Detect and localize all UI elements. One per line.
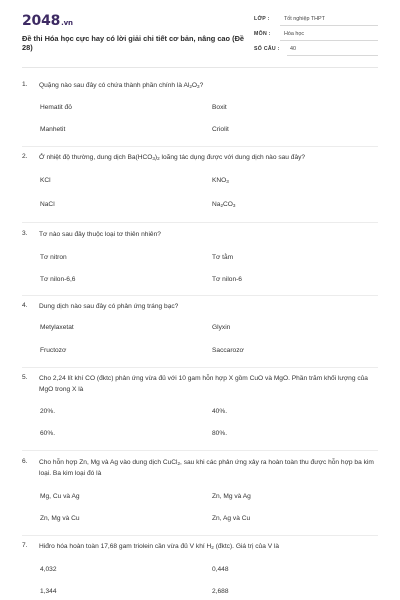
- question-separator: [22, 295, 378, 296]
- question-text: Hiđro hóa hoàn toàn 17,68 gam triolein cần vừa đủ V khí $H_2$ (đktc). Giá trị của V là: [39, 543, 280, 550]
- option-b[interactable]: 0,448: [212, 566, 229, 573]
- option-c[interactable]: 1,344: [40, 588, 57, 595]
- meta-subject: [254, 29, 378, 41]
- question-number: 2.: [22, 153, 28, 160]
- question-text: Quặng nào sau đây có chứa thành phần chính là $Al_2O_3$?: [39, 82, 204, 89]
- option-a[interactable]: Hematit đỏ: [40, 104, 72, 111]
- question-text: Ở nhiệt độ thường, dung dịch $Ba(HCO_3)_2$ loãng tác dụng được với dung dịch nào sau đây?: [39, 154, 306, 161]
- document-header: [0, 0, 400, 70]
- meta-count: [254, 44, 378, 56]
- option-d[interactable]: Tơ nilon-6: [212, 276, 242, 283]
- question-number: 7.: [22, 542, 28, 549]
- question-number: 4.: [22, 302, 28, 309]
- meta-class: [254, 14, 378, 26]
- logo-main: 2048: [22, 13, 61, 29]
- question-separator: [22, 450, 378, 451]
- option-b[interactable]: Tơ tằm: [212, 254, 234, 261]
- option-a[interactable]: Tơ nitron: [40, 254, 67, 261]
- meta-class-value: Tốt nghiệp THPT: [284, 16, 325, 22]
- option-b[interactable]: $KNO_3$: [212, 177, 229, 184]
- option-c[interactable]: Tơ nilon-6,6: [40, 276, 76, 283]
- header-divider: [22, 67, 378, 68]
- meta-class-underline: [280, 25, 378, 26]
- meta-count-label: SỐ CÂU :: [254, 46, 280, 52]
- question-text: Dung dịch nào sau đây có phản ứng tráng bạc?: [39, 303, 179, 310]
- option-c[interactable]: Manhetit: [40, 126, 66, 133]
- option-b[interactable]: Zn, Mg và Ag: [212, 493, 251, 500]
- option-c[interactable]: 60%.: [40, 430, 56, 437]
- option-a[interactable]: Mg, Cu và Ag: [40, 493, 80, 500]
- question-separator: [22, 367, 378, 368]
- meta-count-value: 40: [290, 46, 296, 52]
- question-number: 3.: [22, 230, 28, 237]
- question-number: 6.: [22, 458, 28, 465]
- option-d[interactable]: $Na_2CO_3$: [212, 201, 236, 208]
- question-separator: [22, 535, 378, 536]
- option-a[interactable]: 4,032: [40, 566, 57, 573]
- question-separator: [22, 222, 378, 223]
- meta-count-underline: [287, 55, 378, 56]
- question-text: Tơ nào sau đây thuộc loại tơ thiên nhiên?: [39, 231, 161, 238]
- meta-subject-label: MÔN :: [254, 31, 271, 37]
- option-d[interactable]: 2,688: [212, 588, 229, 595]
- site-logo[interactable]: [22, 13, 73, 29]
- logo-suffix: .vn: [61, 19, 73, 27]
- option-a[interactable]: KCl: [40, 177, 51, 184]
- question-number: 1.: [22, 81, 28, 88]
- option-a[interactable]: Metylaxetat: [40, 324, 74, 331]
- meta-class-label: LỚP :: [254, 16, 270, 22]
- option-d[interactable]: Criolit: [212, 126, 229, 133]
- option-b[interactable]: Glyxin: [212, 324, 231, 331]
- option-d[interactable]: Saccarozơ: [212, 347, 244, 354]
- meta-subject-underline: [280, 40, 378, 41]
- option-b[interactable]: 40%.: [212, 408, 228, 415]
- option-d[interactable]: 80%.: [212, 430, 228, 437]
- question-text: Cho 2,24 lít khí CO (đktc) phản ứng vừa đủ với 10 gam hỗn hợp X gồm CuO và MgO. Phần trăm khối lượng của MgO trong X là: [39, 375, 368, 393]
- option-b[interactable]: Boxit: [212, 104, 227, 111]
- question-text: Cho hỗn hợp Zn, Mg và Ag vào dung dịch CuCl$_2$, sau khi các phản ứng xảy ra hoàn toàn thu được hỗn hợp ba kim loại. Ba kim loại đó là: [39, 459, 374, 477]
- question-separator: [22, 146, 378, 147]
- option-a[interactable]: 20%.: [40, 408, 56, 415]
- option-c[interactable]: Zn, Mg và Cu: [40, 515, 80, 522]
- option-d[interactable]: Zn, Ag và Cu: [212, 515, 251, 522]
- meta-subject-value: Hóa học: [284, 31, 305, 37]
- question-number: 5.: [22, 374, 28, 381]
- option-c[interactable]: Fructozơ: [40, 347, 67, 354]
- document-title: Đề thi Hóa học cực hay có lời giải chi tiết cơ bản, nâng cao (Đề 28): [22, 34, 245, 52]
- option-c[interactable]: NaCl: [40, 201, 55, 208]
